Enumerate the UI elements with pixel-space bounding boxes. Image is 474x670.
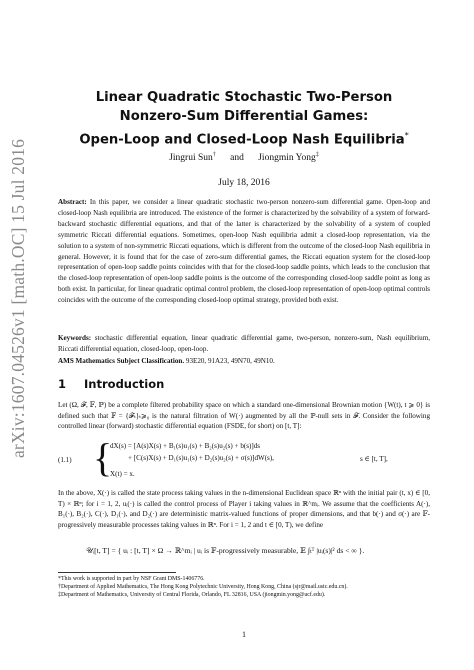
arxiv-stamp xyxy=(6,138,32,458)
keywords xyxy=(58,333,430,354)
paper-date: July 18, 2016 xyxy=(218,178,270,188)
section-title: Introduction xyxy=(84,377,165,391)
footnote-rule xyxy=(58,572,176,573)
equation-line-2: + [C(s)X(s) + D₁(s)u₁(s) + D₂(s)u₂(s) + σ(s)]dW(s), xyxy=(128,454,274,462)
ams-codes: 93E20, 91A23, 49N70, 49N10. xyxy=(185,357,275,365)
author-2: Jiongmin Yong xyxy=(258,153,316,164)
equation-brace: { xyxy=(93,435,113,480)
footnote-2: †Department of Applied Mathematics, The Hong Kong Polytechnic University, Hong Kong, China (sjr@mail.ustc.edu.cn). xyxy=(58,584,348,590)
title-line-2: Nonzero-Sum Differential Games: xyxy=(119,109,369,124)
equation-1-1 xyxy=(58,435,430,490)
author-2-mark: ‡ xyxy=(315,152,319,158)
ams-label: AMS Mathematics Subject Classification. xyxy=(58,357,185,365)
section-heading xyxy=(58,377,164,391)
arxiv-stamp-text: arXiv:1607.04526v1 [math.OC] 15 Jul 2016 xyxy=(8,138,29,458)
footnote-3: ‡Department of Mathematics, University of Central Florida, Orlando, FL 32816, USA (jiongmin.yong@ucf.edu). xyxy=(58,592,326,598)
intro-paragraph-1: Let (Ω, 𝓕, 𝔽, ℙ) be a complete filtered probability space on which a standard one-dimensional Brownian motion {W(t), t ⩾ 0} is defined such that 𝔽 = {𝓕ₜ}ₜ⩾₀ is the natural filtration of W(·) augmented by all the ℙ-null sets in 𝓕. Consider the following controlled linear (forward) stochastic differential equation (FSDE, for short) on [t, T]: xyxy=(58,401,430,431)
paper-title xyxy=(58,88,430,149)
intro-paragraph-2: In the above, X(·) is called the state process taking values in the n-dimensional Euclidean space ℝⁿ with the initial pair (t, x) ∈ [0, T) × ℝⁿ; for i = 1, 2, uᵢ(·) is called the control process of Player i taking values in ℝ^mᵢ. We assume that the coefficients A(·), B₁(·), B₂(·), C(·), D₁(·), and D₂(·) are deterministic matrix-valued functions of proper dimensions, and that b(·) and σ(·) are 𝔽-progressively measurable processes taking values in ℝⁿ. For i = 1, 2 and t ∈ [0, T), we define xyxy=(58,489,430,529)
author-1-mark: † xyxy=(212,152,216,158)
page-number: 1 xyxy=(242,630,246,639)
title-line-3 xyxy=(58,126,430,149)
equation-line-3: X(t) = x. xyxy=(110,470,135,478)
title-line-1: Linear Quadratic Stochastic Two-Person xyxy=(95,90,393,105)
equation-line-1: dX(s) = [A(s)X(s) + B₁(s)u₁(s) + B₂(s)u₂(s) + b(s)]ds xyxy=(110,442,261,450)
authors-and: and xyxy=(230,153,244,164)
abstract xyxy=(58,197,430,306)
ams-classification xyxy=(58,356,430,367)
author-1: Jingrui Sun xyxy=(169,153,213,164)
footnote-1: *This work is supported in part by NSF Grant DMS-1406776. xyxy=(58,576,205,582)
equation-number: (1.1) xyxy=(58,456,72,464)
title-footnote-mark: * xyxy=(404,131,409,140)
abstract-label: Abstract: xyxy=(58,198,87,206)
keywords-label: Keywords: xyxy=(58,334,92,342)
keywords-text: stochastic differential equation, linear quadratic differential game, two-person, nonzero-sum, Nash equilibrium, Riccati differential equation, closed-loop, open-loop. xyxy=(58,334,430,353)
title-line-3-text: Open-Loop and Closed-Loop Nash Equilibria xyxy=(79,132,405,148)
authors xyxy=(58,152,430,163)
section-number: 1 xyxy=(58,377,67,391)
abstract-text: In this paper, we consider a linear quadratic stochastic two-person nonzero-sum differential game. Open-loop and closed-loop Nash equilibria are introduced. The existence of the former is characterized by the solvability of a system of forward-backward stochastic differential equations, and that of the latter is characterized by the solvability of a system of coupled symmetric Riccati differential equations. Sometimes, open-loop Nash equilibria admit a closed-loop representation, via the solution to a system of non-symmetric Riccati equations, which is different from the outcome of the closed-loop Nash equilibria in general. However, it is found that for the case of zero-sum differential games, the Riccati equation system for the closed-loop representation of open-loop saddle points coincides with that for the closed-loop saddle points, which leads to the conclusion that the closed-loop representation of open-loop saddle points is the outcome of the corresponding closed-loop saddle point as long as both exist. In particular, for linear quadratic optimal control problem, the closed-loop representation of open-loop optimal controls coincides with the outcome of the corresponding closed-loop optimal strategy, provided both exist. xyxy=(58,198,430,305)
control-set-definition: 𝒰ᵢ[t, T] = { uᵢ : [t, T] × Ω → ℝ^mᵢ | uᵢ is 𝔽-progressively measurable, 𝔼 ∫ₜᵀ |uᵢ(s)|² ds < ∞ }. xyxy=(86,546,365,555)
equation-condition: s ∈ [t, T], xyxy=(360,455,388,463)
